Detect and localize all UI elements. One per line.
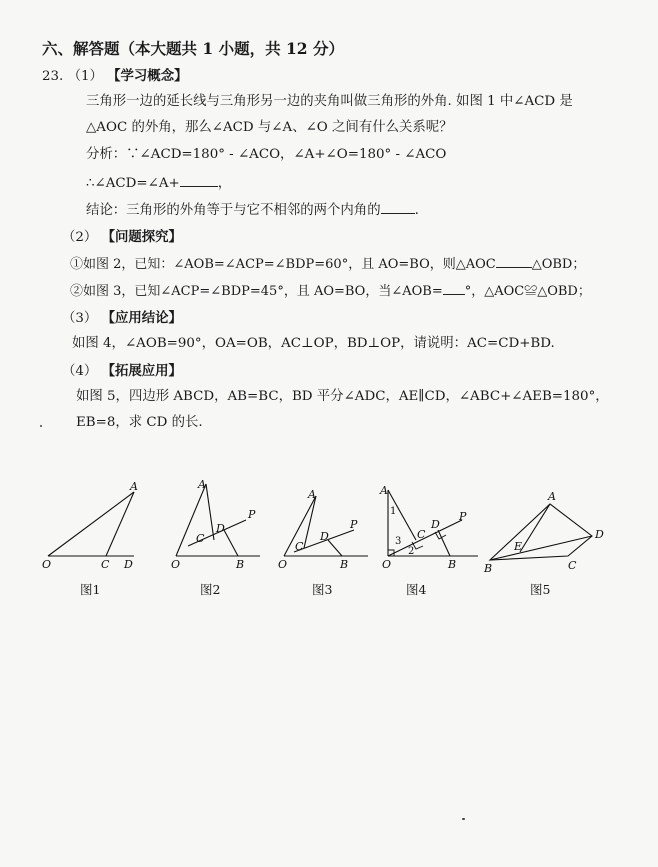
part2-label: （2） <box>62 230 98 245</box>
part3-header <box>62 309 182 328</box>
answer-blank-1[interactable] <box>180 173 218 187</box>
fig3-label-d: D <box>320 530 329 543</box>
fig4-angle-1: 1 <box>390 506 397 517</box>
item2-suffix: °，△AOC≌△OBD； <box>464 284 591 299</box>
fig4-line-bd <box>438 530 450 556</box>
fig4-label-a: A <box>380 484 388 497</box>
fig5-quadrilateral <box>490 504 592 560</box>
fig2-label-p: P <box>248 508 256 521</box>
part3-label: （3） <box>62 311 98 326</box>
fig2-label-o: O <box>171 558 181 571</box>
part3-text: 如图 4，∠AOB=90°，OA=OB，AC⊥OP，BD⊥OP，请说明：AC=CD+BD. <box>72 336 555 351</box>
section-title: 六、解答题（本大题共 1 小题，共 12 分） <box>42 39 344 58</box>
fig5-label-a: A <box>548 490 556 503</box>
part4-line2: EB=8，求 CD 的长. <box>76 415 203 430</box>
part1-analysis: 分析：∵∠ACD=180° - ∠ACO，∠A+∠O=180° - ∠ACO <box>86 147 447 162</box>
fig1-label-c: C <box>101 558 110 571</box>
answer-blank-4[interactable] <box>443 281 465 295</box>
part4-line1: 如图 5，四边形 ABCD，AB=BC，BD 平分∠ADC，AE∥CD，∠ABC+∠AEB=180°， <box>76 389 609 404</box>
fig4-angle-3: 3 <box>395 536 402 547</box>
fig2-line-ac <box>206 484 214 540</box>
fig4-angle-2: 2 <box>408 546 415 557</box>
fig4-label-b: B <box>448 558 457 571</box>
question-number: 23. <box>42 69 64 84</box>
fig2-label-a: A <box>198 478 206 491</box>
fig4-label-d: D <box>431 518 440 531</box>
scan-speck <box>462 818 465 820</box>
item2-prefix: ②如图 3，已知∠ACP=∠BDP=45°，且 AO=BO，当∠AOB= <box>70 284 443 299</box>
fig5-label-c: C <box>568 559 577 572</box>
fig5-label-d: D <box>595 528 604 541</box>
fig1-line-oa <box>48 492 134 556</box>
question-header <box>42 67 187 86</box>
part2-item2 <box>70 281 591 301</box>
fig1-line-ac <box>106 492 134 556</box>
fig3-label-a: A <box>308 488 316 501</box>
fig1-label-d: D <box>124 558 133 571</box>
answer-blank-3[interactable] <box>496 254 532 268</box>
conclusion-suffix: . <box>414 203 419 218</box>
therefore-suffix: ， <box>217 176 232 191</box>
part4-label: （4） <box>62 364 98 379</box>
fig3-line-bd <box>328 540 342 556</box>
fig3-line-ac <box>304 496 316 548</box>
fig2-caption: 图2 <box>200 582 221 597</box>
part2-header <box>62 228 182 247</box>
figure-2 <box>171 478 260 571</box>
fig1-label-o: O <box>42 558 52 571</box>
fig2-line-bd <box>224 530 238 556</box>
fig4-caption: 图4 <box>406 582 427 597</box>
answer-blank-2[interactable] <box>381 200 415 214</box>
part1-therefore <box>86 173 231 193</box>
fig3-caption: 图3 <box>312 582 333 597</box>
fig2-label-c: C <box>196 532 205 545</box>
part1-conclusion <box>86 200 419 220</box>
fig3-label-c: C <box>295 540 304 553</box>
therefore-prefix: ∴∠ACD=∠A+ <box>86 176 180 191</box>
part2-item1 <box>70 254 585 274</box>
conclusion-prefix: 结论：三角形的外角等于与它不相邻的两个内角的 <box>86 203 381 218</box>
fig4-label-c: C <box>417 528 426 541</box>
scan-speck <box>40 425 42 427</box>
figure-4 <box>379 484 478 571</box>
part1-line1: 三角形一边的延长线与三角形另一边的夹角叫做三角形的外角. 如图 1 中∠ACD 是 <box>86 94 573 109</box>
part2-heading: 【问题探究】 <box>101 229 182 245</box>
fig5-label-b: B <box>484 562 493 575</box>
fig1-caption: 图1 <box>80 582 101 597</box>
fig3-label-b: B <box>340 558 349 571</box>
part1-heading: 【学习概念】 <box>107 68 188 84</box>
fig3-label-p: P <box>350 518 358 531</box>
fig1-label-a: A <box>130 480 138 493</box>
figure-1 <box>42 480 138 571</box>
fig5-line-bd <box>490 536 592 560</box>
part1-label: （1） <box>67 69 103 84</box>
fig5-caption: 图5 <box>530 582 551 597</box>
fig2-label-b: B <box>236 558 245 571</box>
item1-prefix: ①如图 2，已知：∠AOB=∠ACP=∠BDP=60°，且 AO=BO，则△AOC <box>70 257 496 272</box>
part1-line2: △AOC 的外角，那么∠ACD 与∠A、∠O 之间有什么关系呢？ <box>86 120 453 135</box>
fig4-label-p: P <box>459 510 467 523</box>
part4-header <box>62 362 182 381</box>
part3-heading: 【应用结论】 <box>101 310 182 326</box>
fig5-label-e: E <box>514 540 523 553</box>
item1-suffix: △OBD； <box>531 257 586 272</box>
fig3-label-o: O <box>278 558 288 571</box>
fig4-label-o: O <box>382 558 392 571</box>
fig2-label-d: D <box>216 522 225 535</box>
figure-3 <box>278 488 368 571</box>
part4-heading: 【拓展应用】 <box>101 363 182 379</box>
figures-row <box>38 468 618 618</box>
figure-5 <box>483 490 604 575</box>
